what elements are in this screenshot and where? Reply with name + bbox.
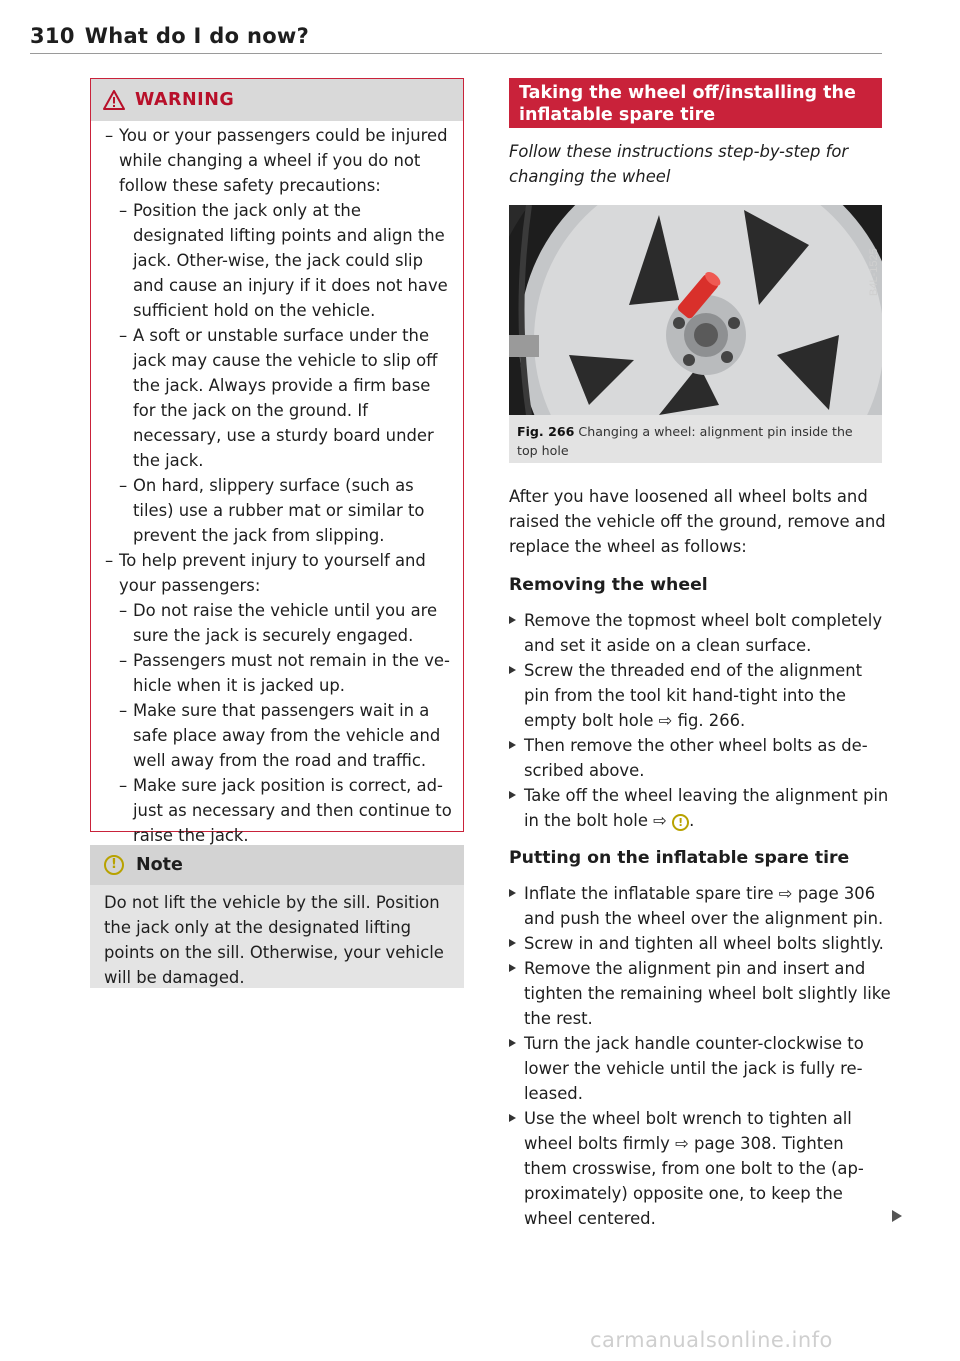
figure-label: Fig. 266 [517, 424, 575, 439]
page-number: 310 [30, 24, 75, 48]
step-item: Screw in and tighten all wheel bolts slightly. [509, 931, 891, 956]
note-label: Note [136, 855, 183, 875]
note-header [90, 845, 464, 885]
warning-item: – Position the jack only at the designated lifting points and align the jack. Other-wise, the jack could slip and cause an injury if it does not have sufficient hold on the vehicle. [119, 201, 448, 320]
step-item: Remove the alignment pin and insert and tighten the remaining wheel bolt slightly like the rest. [509, 956, 891, 1031]
warning-item: – Make sure jack position is correct, ad-just as necessary and then continue to raise the jack. [119, 776, 452, 845]
watermark: carmanualsonline.info [590, 1328, 833, 1352]
step-item: Use the wheel bolt wrench to tighten all wheel bolts firmly ⇨ page 308. Tighten them crosswise, from one bolt to the (ap-proximately) opposite one, to keep the wheel centered. [509, 1106, 891, 1231]
warning-list [91, 121, 463, 848]
step-item: Screw the threaded end of the alignment pin from the tool kit hand-tight into the empty bolt hole ⇨ fig. 266. [509, 658, 891, 733]
warning-label: WARNING [135, 90, 235, 110]
figure-caption-text: Changing a wheel: alignment pin inside the top hole [517, 424, 853, 458]
warning-item: – Passengers must not remain in the ve-hicle when it is jacked up. [119, 651, 450, 695]
warning-item: – On hard, slippery surface (such as tiles) use a rubber mat or similar to prevent the jack from slipping. [119, 476, 425, 545]
step-item: Take off the wheel leaving the alignment pin in the bolt hole ⇨ ! . [509, 783, 891, 833]
warning-item: – A soft or unstable surface under the jack may cause the vehicle to slip off the jack. Always provide a firm base for the jack on the ground. If necessary, use a sturdy board under the jack. [119, 326, 438, 470]
putting-heading: Putting on the inflatable spare tire [509, 848, 850, 868]
step-item: Turn the jack handle counter-clockwise to lower the vehicle until the jack is fully re-leased. [509, 1031, 891, 1106]
removing-steps [509, 608, 891, 833]
step-item: Remove the topmost wheel bolt completely and set it aside on a clean surface. [509, 608, 891, 658]
chapter-title: What do I do now? [84, 24, 310, 48]
continued-arrow-icon [892, 1210, 902, 1222]
caution-ref-icon: ! [672, 814, 689, 831]
warning-item: – You or your passengers could be injured while changing a wheel if you do not follow these safety precautions: [105, 126, 448, 195]
warning-box [90, 78, 464, 845]
section-intro: Follow these instructions step-by-step for changing the wheel [509, 142, 849, 186]
header-rule [30, 53, 882, 54]
figure-id-label [864, 210, 881, 300]
after-text: After you have loosened all wheel bolts and raised the vehicle off the ground, remove and replace the wheel as follows: [509, 487, 886, 556]
putting-steps [509, 881, 891, 1231]
warning-item: – To help prevent injury to yourself and your passengers: [105, 551, 426, 595]
warning-item: – Make sure that passengers wait in a safe place away from the vehicle and well away from the road and traffic. [119, 701, 441, 770]
figure-caption [509, 418, 882, 464]
note-exclamation-icon: ! [104, 855, 124, 875]
section-title: Taking the wheel off/installing the inflatable spare tire [509, 78, 882, 128]
svg-text:B4L-1525: B4L-1525 [868, 248, 880, 296]
warning-triangle-icon [103, 90, 125, 110]
warning-header [91, 79, 463, 121]
wheel-illustration [509, 205, 882, 415]
page-header [30, 24, 309, 48]
step-item: Inflate the inflatable spare tire ⇨ page 306 and push the wheel over the alignment pin. [509, 881, 891, 931]
removing-heading: Removing the wheel [509, 575, 708, 595]
note-text: Do not lift the vehicle by the sill. Position the jack only at the designated lifting points on the sill. Otherwise, your vehicle will be damaged. [104, 893, 444, 987]
warning-item: – Do not raise the vehicle until you are sure the jack is securely engaged. [119, 601, 438, 645]
note-box [90, 845, 464, 988]
step-item: Then remove the other wheel bolts as de-scribed above. [509, 733, 891, 783]
